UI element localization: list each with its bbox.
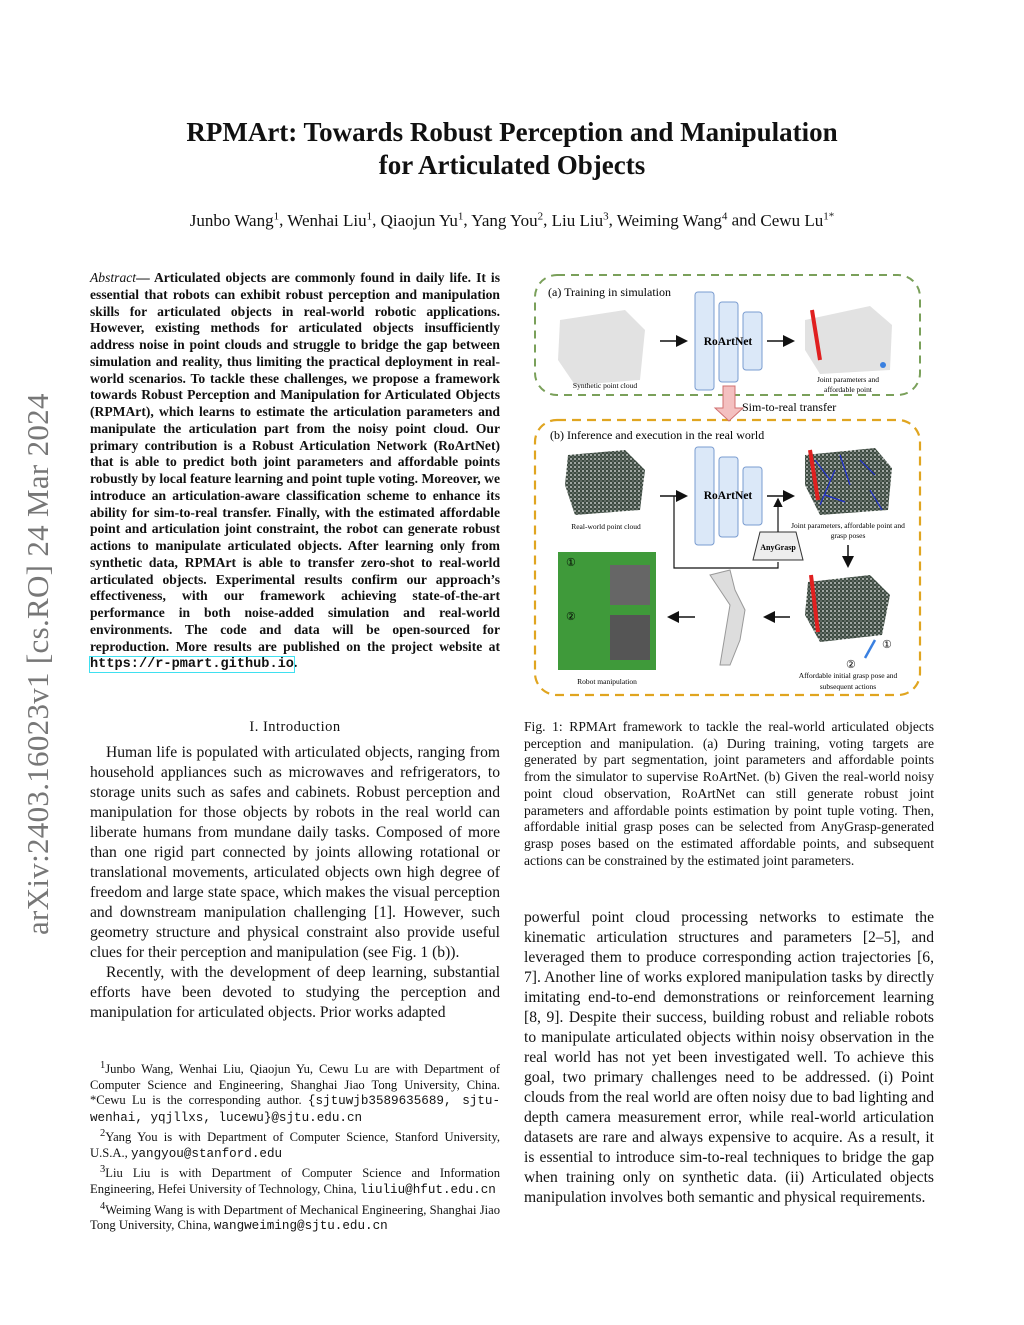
footnote-mark: 1: [100, 1060, 106, 1071]
footnote-email: yangyou@stanford.edu: [130, 1146, 283, 1161]
label-robot-manip: Robot manipulation: [577, 677, 637, 686]
footnote-text: Yang You is with Department of Computer Science, Stanford University, U.S.A.,: [90, 1130, 500, 1160]
author-affiliation-mark: 4: [721, 210, 728, 222]
step-2-marker: ②: [566, 611, 576, 623]
intro-right-column: [524, 908, 934, 1208]
panel-a-title: (a) Training in simulation: [548, 285, 671, 299]
step-1-marker: ①: [566, 557, 576, 569]
footnote-text: Liu Liu is with Department of Computer Science and Information Engineering, Hefei University of Technology, China,: [90, 1166, 500, 1197]
panel-b-title: (b) Inference and execution in the real world: [550, 428, 765, 442]
label-joint-aff-2: affordable point: [824, 385, 872, 394]
author-affiliation-mark: 1: [366, 210, 373, 222]
grasp-action-arrow: [865, 640, 875, 658]
author-affiliation-mark: 1: [457, 210, 464, 222]
abstract-label: Abstract: [90, 270, 137, 285]
intro-left-column: [90, 743, 500, 1023]
network-label: RoArtNet: [703, 336, 753, 348]
author-affiliation-mark: 2: [537, 210, 544, 222]
footnote-2: [90, 1126, 500, 1162]
author-affiliation-mark: 1*: [823, 210, 835, 222]
footnote-mark: 3: [100, 1164, 106, 1176]
affordable-point: [880, 362, 886, 368]
author: Qiaojun Yu$^1$: [380, 210, 464, 230]
roartnet-b: [695, 447, 762, 545]
label-joint-grasp-2: grasp poses: [830, 531, 866, 540]
network-label: RoArtNet: [703, 490, 753, 502]
footnote-email: liuliu@hfut.edu.cn: [359, 1183, 496, 1198]
author: Wenhai Liu$^1$: [287, 210, 373, 230]
abstract: [90, 270, 500, 674]
synthetic-point-cloud-image: [558, 310, 645, 385]
author: Cewu $Lu^{1*}$: [760, 210, 835, 230]
author: Yang You$^2$: [471, 210, 544, 230]
label-transfer: Sim-to-real transfer: [742, 400, 837, 414]
framework-figure: [530, 270, 930, 700]
label-afford-1: Affordable initial grasp pose and: [798, 671, 898, 680]
footnote-email: {sjtuwjb3589635689, sjtu-wenhai, yqjllxs, lucewu}@sjtu.edu.cn: [90, 1094, 501, 1125]
author-list: Junbo Wang$^1$, Wenhai Liu$^1$, Qiaojun Yu$^1$, Yang You$^2$, Liu Liu$^3$, Weiming Wang$^4$ and Cewu $Lu^{1*}$: [189, 210, 835, 230]
footnote-text: Junbo Wang, Wenhai Liu, Qiaojun Yu, Cewu Lu are with Department of Computer Science and Engineering, Shanghai Jiao Tong University, China. *Cewu Lu is the corresponding author.: [90, 1062, 500, 1108]
author: Weiming Wang$^4$: [616, 210, 728, 230]
label-afford-2: subsequent actions: [819, 682, 877, 691]
footnote-email: wangweiming@sjtu.edu.cn: [213, 1219, 388, 1234]
label-anygrasp: AnyGrasp: [760, 543, 796, 552]
title-line-2: for Articulated Objects: [378, 150, 646, 180]
title-line-1: RPMArt: Towards Robust Perception and Manipulation: [186, 117, 838, 147]
footnote-4: [90, 1199, 500, 1235]
roartnet-a: [695, 292, 762, 390]
abstract-end: .: [293, 655, 298, 671]
footnotes: [90, 1058, 500, 1235]
label-synthetic: Synthetic point cloud: [572, 381, 638, 390]
section-heading-introduction: I. Introduction: [249, 719, 341, 735]
robot-arm-image: [710, 570, 745, 665]
intro-paragraph-1: Human life is populated with articulated objects, ranging from household appliances such as microwaves and refrigerators, to storage units such as safes and cabinets. Robust perception and manipulation for those objects by robots in the real world can liberate humans from mundane daily tasks. Composed of more than one rigid part connected by joints allowing rotational or translational movements, articulated objects own high degree of freedom and large state space, which makes the visual perception and downstream manipulation challenging [1]. However, such geometry structure and physical constraint also provide useful clues for their perception and manipulation (see Fig. 1 (b)).: [90, 744, 500, 961]
footnote-mark: 4: [100, 1200, 106, 1212]
transfer-arrow: [715, 386, 743, 421]
label-real-pc: Real-world point cloud: [571, 522, 641, 531]
abstract-text: — Articulated objects are commonly found in daily life. It is essential that robots can exhibit robust perception and manipulation skills for articulated objects in real-world robotic applications. However, existing methods for articulated objects insufficiently address noise in point clouds and struggle to bridge the gap between simulation and reality, thus limiting the practical deployment in real-world scenarios. To tackle these challenges, we propose a framework towards Robust Perception and Manipulation for Articulated Objects (RPMArt), which learns to estimate the articulation parameters and manipulate the articulation part from the noisy point cloud. Our primary contribution is a Robust Articulation Network (RoArtNet) that is able to predict both joint parameters and affordable points robustly by local feature learning and point tuple voting. Moreover, we introduce an articulation-aware classification scheme to enhance its ability for sim-to-real transfer. Finally, with the estimated affordable point and articulation joint constraint, the robot can generate robust actions to manipulate articulated objects. After learning only from synthetic data, RPMArt is able to transfer zero-shot to real-world articulated objects. Experimental results confirm our approach’s effectiveness, with our framework achieving state-of-the-art performance in both noise-added simulation and real-world environments. The code and data will be open-sourced for reproduction. More results are published on the project website at: [90, 270, 500, 654]
author-affiliation-mark: 3: [603, 210, 609, 222]
author-affiliation-mark: 1: [273, 210, 280, 222]
figure-caption: Fig. 1: RPMArt framework to tackle the real-world articulated objects perception and manipulation. (a) During training, voting targets are generated by part segmentation, joint parameters and affordable points from the simulator to supervise RoArtNet. (b) Given the real-world noisy point cloud observation, RoArtNet can still generate robust joint parameters and affordable points estimation by point tuple voting. Then, affordable initial grasp poses can be selected from AnyGrasp-generated grasp poses based on the estimated affordable points, and subsequent actions can be constrained by the estimated joint parameters.: [524, 719, 934, 868]
real-point-cloud-image: [565, 450, 645, 515]
step-1-marker: ①: [882, 639, 892, 651]
footnote-mark: 2: [100, 1128, 106, 1140]
author: Liu Liu$^3$: [551, 210, 609, 230]
footnote-3: [90, 1162, 500, 1198]
intro-paragraph-2: Recently, with the development of deep learning, substantial efforts have been devoted to studying the perception and manipulation for articulated objects. Prior works adapted: [90, 964, 500, 1021]
arxiv-side-label: arXiv:2403.16023v1 [cs.RO] 24 Mar 2024: [20, 393, 55, 935]
label-joint-aff-1: Joint parameters and: [816, 375, 880, 384]
intro-continuation: powerful point cloud processing networks to estimate the kinematic articulation structures and parameters [2–5], and leveraged them to produce corresponding action trajectories [6, 7]. Another line of works explored manipulation tasks by directly imitating end-to-end demonstrations or reinforcement learning [8, 9]. Despite their success, building robust and reliable robots to manipulate articulated objects within noisy observation in the real world has not yet been investigated well. To achieve this goal, two primary challenges need to be addressed. (i) Point clouds from the real world are often noisy due to bad lighting and depth camera measurement error, while real-world articulation datasets are rare and always expensive to acquire. As a result, it is essential to introduce sim-to-real techniques to bridge the gap when training only on synthetic data. (ii) Articulated objects manipulation involves both semantic and physical requirements.: [524, 909, 934, 1206]
project-website-link[interactable]: https://r-pmart.github.io: [90, 657, 294, 673]
paper-title: [0, 116, 1024, 182]
label-joint-grasp-1: Joint parameters, affordable point and: [791, 521, 905, 530]
footnote-text: Weiming Wang is with Department of Mechanical Engineering, Shanghai Jiao Tong University, China,: [90, 1202, 500, 1233]
footnote-1: [90, 1058, 500, 1126]
step-2-marker: ②: [846, 659, 856, 671]
author: Junbo Wang$^1$: [189, 210, 280, 230]
